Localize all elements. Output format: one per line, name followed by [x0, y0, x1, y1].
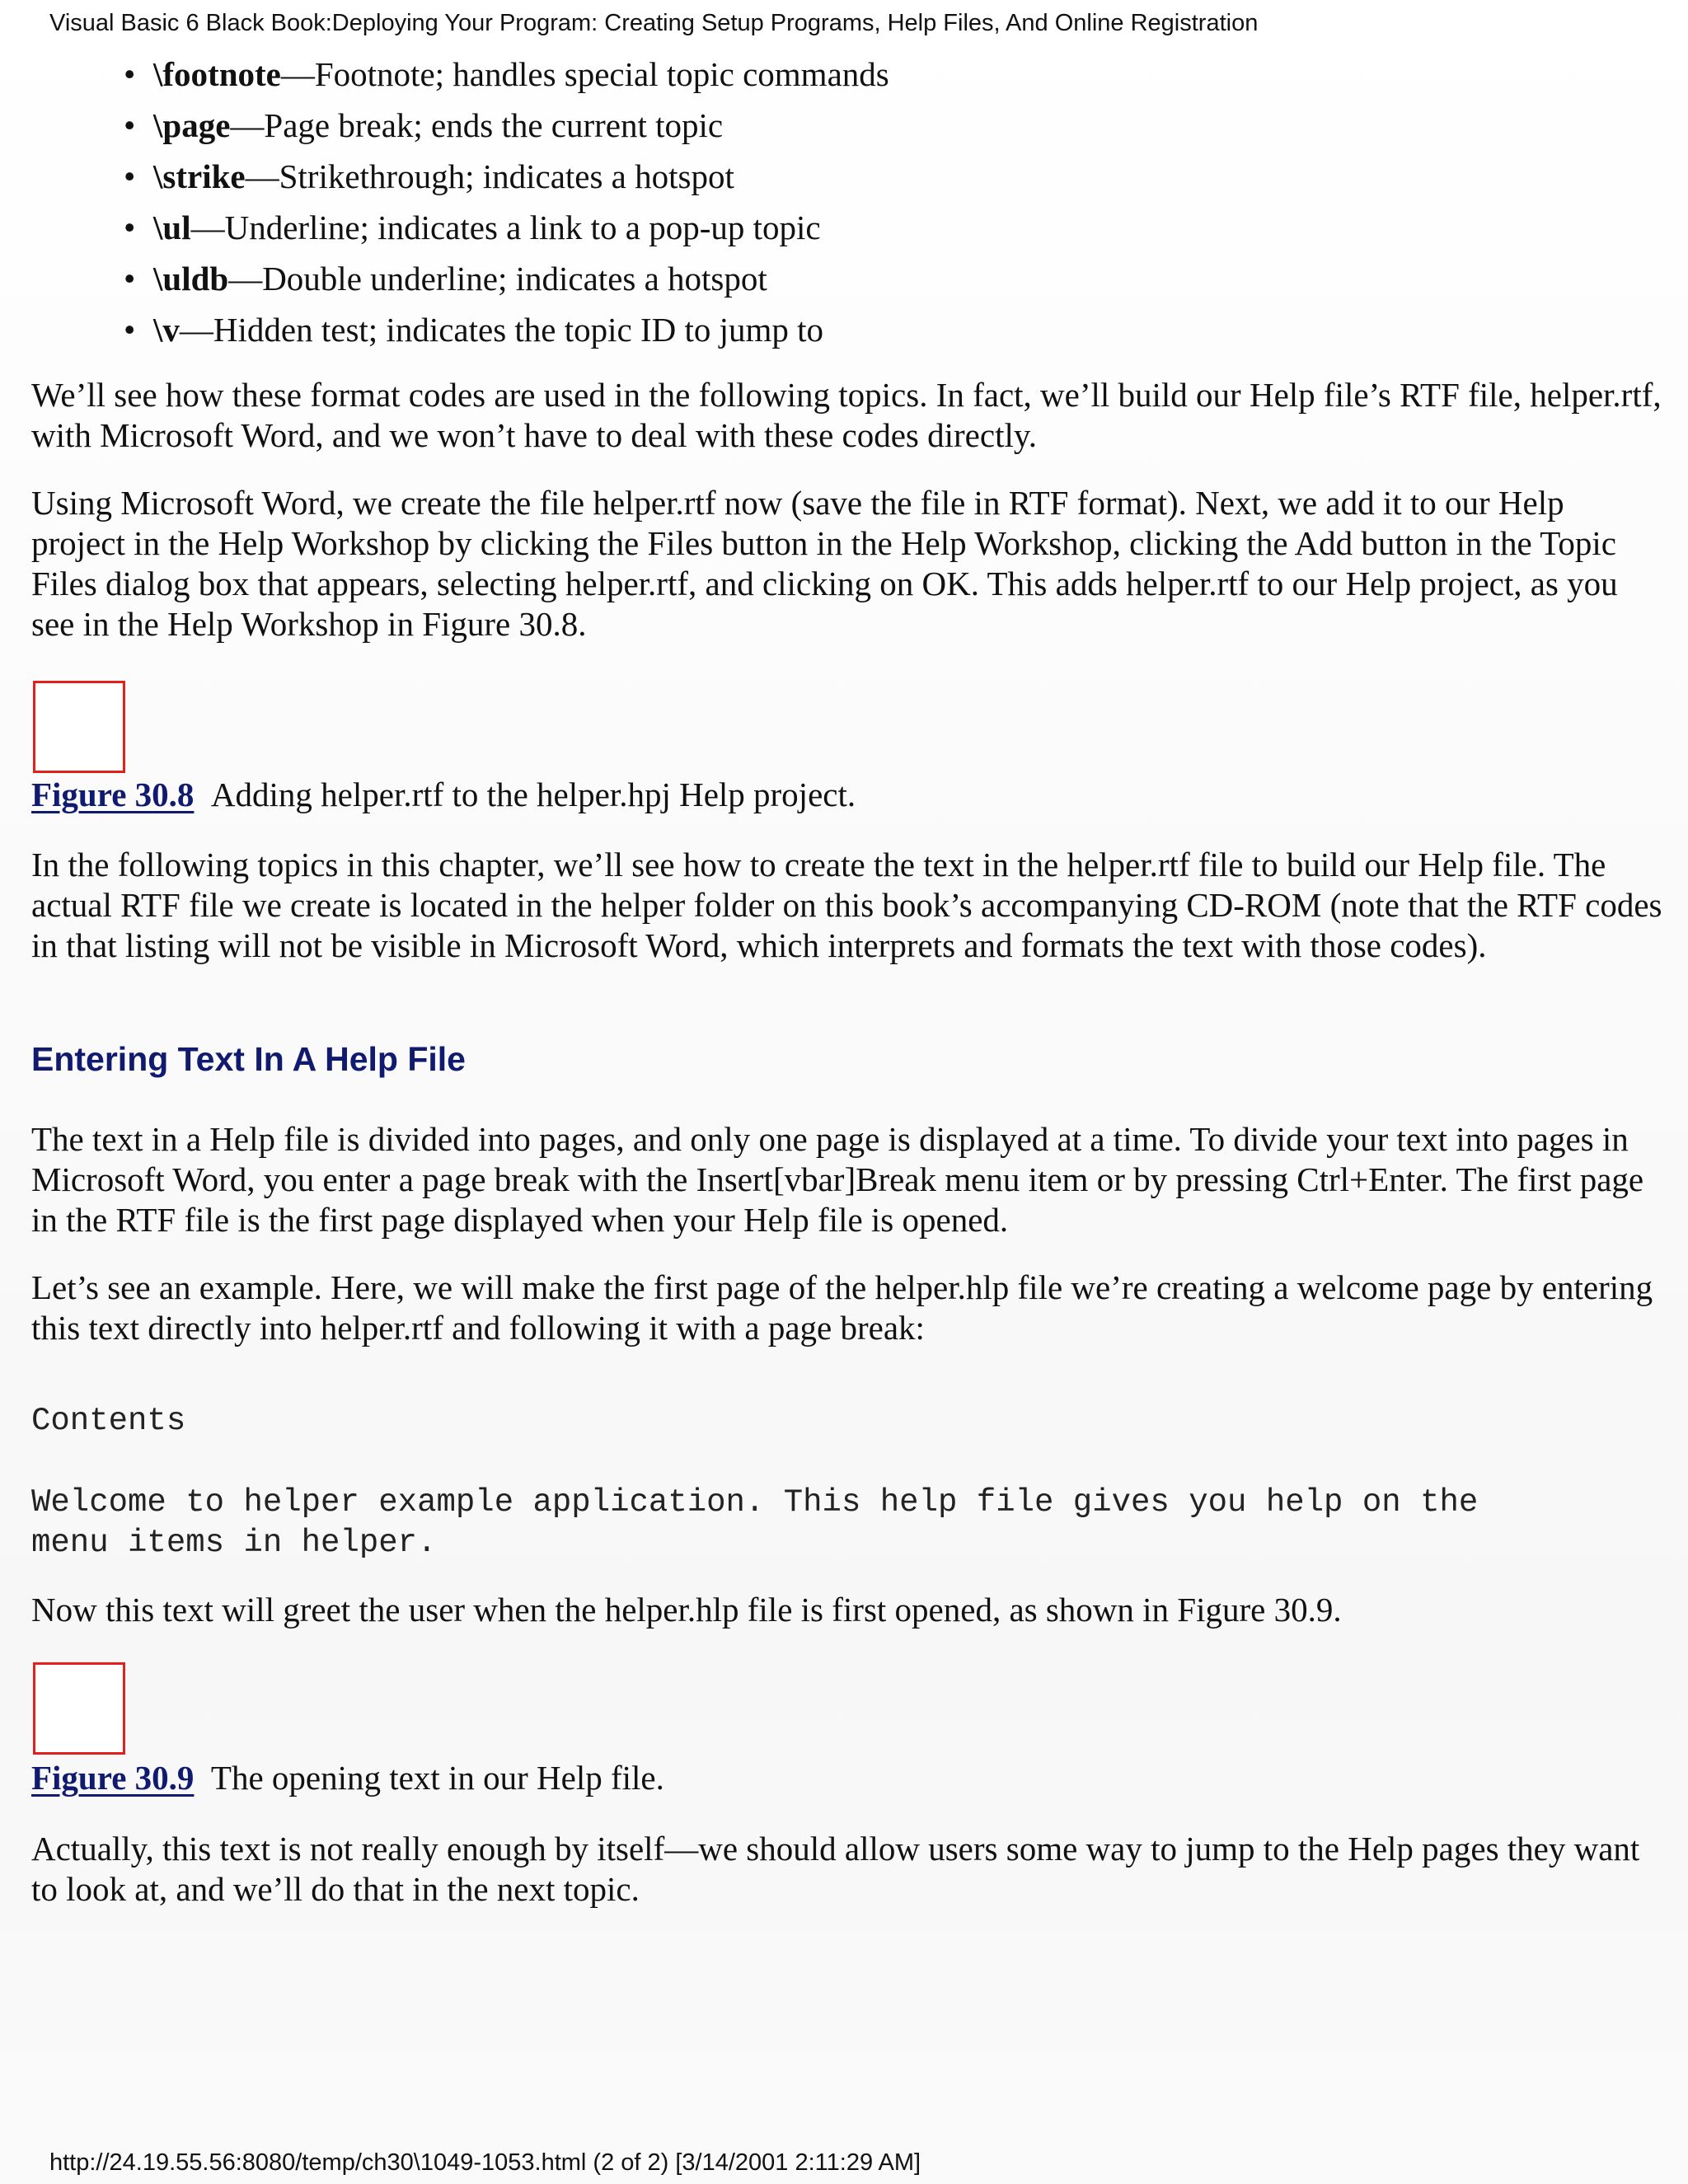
list-item — [124, 155, 889, 206]
paragraph-next-topic: Actually, this text is not really enough by itself—we should allow users some way to jump to the Help pages they want to look at, and we’ll do that in the next topic. — [31, 1830, 1640, 1908]
figure-caption-text: The opening text in our Help file. — [210, 1759, 664, 1797]
paragraph-help-pages: The text in a Help file is divided into pages, and only one page is displayed at a time. To divide your text into pages in Microsoft Word, you enter a page break with the Insert[vbar]Break menu item or by pressing Ctrl+Enter. The first page in the RTF file is the first page displayed when your Help file is opened. — [31, 1120, 1644, 1239]
list-item — [124, 257, 889, 308]
rtf-code: \page — [153, 106, 231, 144]
rtf-code-description: —Strikethrough; indicates a hotspot — [245, 157, 734, 195]
rtf-code-description: —Footnote; handles special topic commands — [280, 55, 889, 93]
rtf-code-description: —Hidden test; indicates the topic ID to jump to — [179, 311, 824, 349]
rtf-code: \v — [153, 311, 180, 349]
rtf-code-description: —Double underline; indicates a hotspot — [228, 260, 767, 298]
figure-30-9-caption — [31, 1758, 664, 1798]
paragraph-following-topics: In the following topics in this chapter, we’ll see how to create the text in the helper.rtf file to build our Help file. The actual RTF file we create is located in the helper folder on this book’s accompanying CD-ROM (note that the RTF codes in that listing will not be visible in Microsoft Word, which interprets and formats the text with those codes). — [31, 846, 1662, 964]
page-header: Visual Basic 6 Black Book:Deploying Your Program: Creating Setup Programs, Help Files, And Online Registration — [49, 10, 1259, 36]
figure-caption-text: Adding helper.rtf to the helper.hpj Help project. — [210, 776, 856, 813]
section-heading: Entering Text In A Help File — [31, 1040, 466, 1078]
list-item — [124, 104, 889, 155]
figure-30-9-image-placeholder[interactable] — [33, 1662, 125, 1755]
figure-30-9-link[interactable]: Figure 30.9 — [31, 1759, 195, 1797]
rtf-code-list — [124, 53, 889, 359]
rtf-code: \footnote — [153, 55, 281, 93]
rtf-code: \ul — [153, 209, 191, 246]
paragraph-create-helper-rtf: Using Microsoft Word, we create the file helper.rtf now (save the file in RTF format). Next, we add it to our Help project in the Help Workshop by clicking the Files button in the Help Workshop, clicking the Add button in the Topic Files dialog box that appears, selecting helper.rtf, and clicking on OK. This adds helper.rtf to our Help project, as you see in the Help Workshop in Figure 30.8. — [31, 484, 1618, 643]
paragraph-format-codes: We’ll see how these format codes are used in the following topics. In fact, we’ll build our Help file’s RTF file, helper.rtf, with Microsoft Word, and we won’t have to deal with these codes directly. — [31, 376, 1662, 454]
paragraph-example: Let’s see an example. Here, we will make the first page of the helper.hlp file we’re creating a welcome page by entering this text directly into helper.rtf and following it with a page break: — [31, 1268, 1653, 1347]
list-item — [124, 308, 889, 359]
rtf-code: \strike — [153, 157, 246, 195]
figure-30-8-image-placeholder[interactable] — [33, 681, 125, 773]
rtf-code-description: —Page break; ends the current topic — [230, 106, 724, 144]
list-item — [124, 53, 889, 104]
rtf-code-description: —Underline; indicates a link to a pop-up topic — [190, 209, 821, 246]
code-line-contents: Contents — [31, 1403, 186, 1439]
figure-30-8-caption — [31, 775, 856, 815]
paragraph-greet-user: Now this text will greet the user when the helper.hlp file is first opened, as shown in Figure 30.9. — [31, 1591, 1342, 1629]
code-welcome-text: Welcome to helper example application. This help file gives you help on the menu items in helper. — [31, 1484, 1479, 1561]
page-footer-url: http://24.19.55.56:8080/temp/ch30\1049-1053.html (2 of 2) [3/14/2001 2:11:29 AM] — [49, 2149, 921, 2176]
rtf-code: \uldb — [153, 260, 229, 298]
figure-30-8-link[interactable]: Figure 30.8 — [31, 776, 195, 813]
list-item — [124, 206, 889, 257]
